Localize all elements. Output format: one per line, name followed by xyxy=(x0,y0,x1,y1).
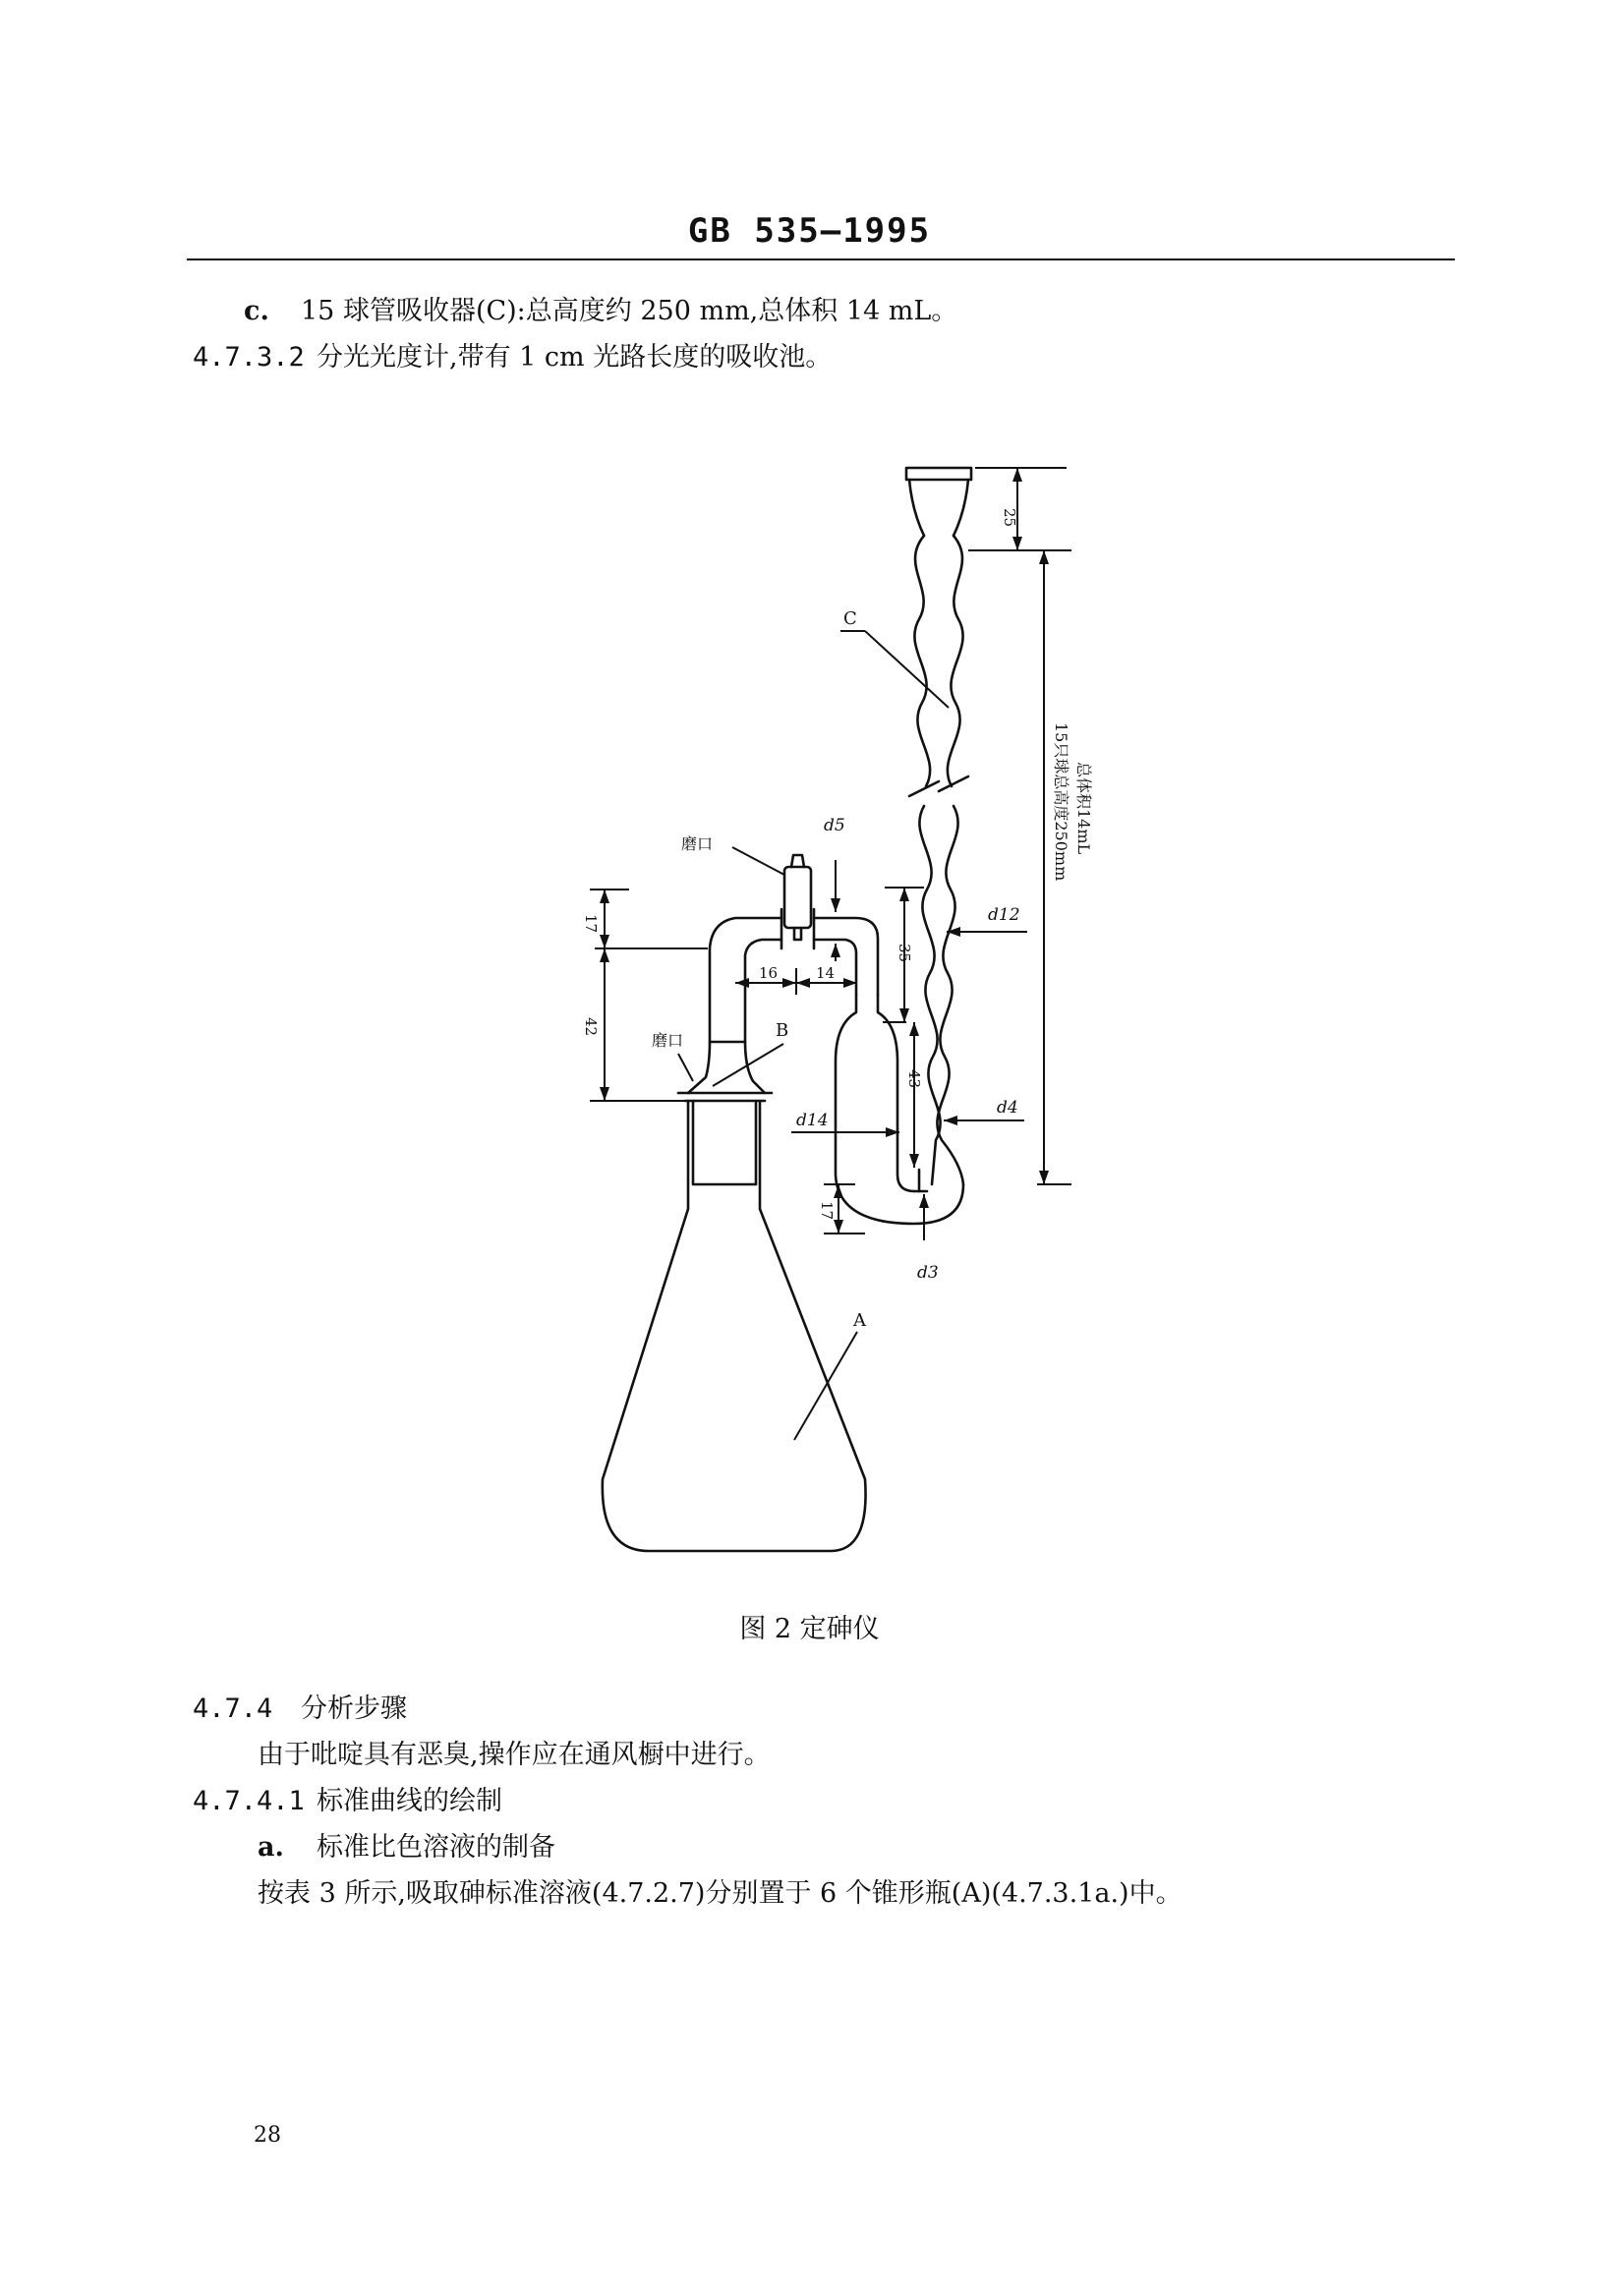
label-d3: d3 xyxy=(917,1263,939,1283)
section-4732-number: 4.7.3.2 xyxy=(193,342,305,373)
c-volume-label: 总体积14mL xyxy=(1074,762,1093,855)
section-4732-text: 分光光度计,带有 1 cm 光路长度的吸收池。 xyxy=(317,342,833,373)
item-c-marker: c. xyxy=(244,296,269,326)
label-a: A xyxy=(853,1310,866,1331)
label-grind-top: 磨口 xyxy=(681,834,714,853)
section-4741-number: 4.7.4.1 xyxy=(193,1786,305,1816)
item-a-text: 标准比色溶液的制备 xyxy=(317,1832,555,1863)
dim-43: 43 xyxy=(905,1069,923,1089)
c-height-label: 15只球总高度250mm xyxy=(1052,722,1070,882)
section-474-number: 4.7.4 xyxy=(193,1693,273,1724)
label-d14: d14 xyxy=(796,1111,829,1130)
dim-17-bottom: 17 xyxy=(818,1201,836,1221)
label-c: C xyxy=(843,608,857,629)
dim-17-top: 17 xyxy=(582,914,600,934)
page-number: 28 xyxy=(254,2123,281,2148)
dim-16: 16 xyxy=(759,964,779,982)
dim-42: 42 xyxy=(582,1017,600,1037)
item-a-paragraph: 按表 3 所示,吸取砷标准溶液(4.7.2.7)分别置于 6 个锥形瓶(A)(4.7.3.1a.)中。 xyxy=(258,1878,1183,1909)
conical-flask-a xyxy=(603,1101,866,1551)
dim-25: 25 xyxy=(1001,508,1018,528)
ground-joint-top xyxy=(781,855,814,948)
label-grind-left: 磨口 xyxy=(652,1031,684,1050)
label-b: B xyxy=(776,1020,789,1041)
section-474-text: 由于吡啶具有恶臭,操作应在通风橱中进行。 xyxy=(258,1740,771,1770)
label-d12: d12 xyxy=(988,905,1020,925)
dim-14: 14 xyxy=(816,964,836,982)
figure-caption: 图 2 定砷仪 xyxy=(739,1614,880,1644)
dim-35: 35 xyxy=(896,944,913,963)
label-d4: d4 xyxy=(997,1098,1018,1118)
section-474-title: 分析步骤 xyxy=(301,1693,407,1724)
stopper-joint xyxy=(678,1042,772,1184)
item-c-text: 15 球管吸收器(C):总高度约 250 mm,总体积 14 mL。 xyxy=(301,296,958,326)
item-a-marker: a. xyxy=(258,1832,284,1863)
label-d5: d5 xyxy=(824,816,845,835)
section-4741-title: 标准曲线的绘制 xyxy=(317,1786,502,1816)
document-header-title: GB 535—1995 xyxy=(687,211,932,251)
